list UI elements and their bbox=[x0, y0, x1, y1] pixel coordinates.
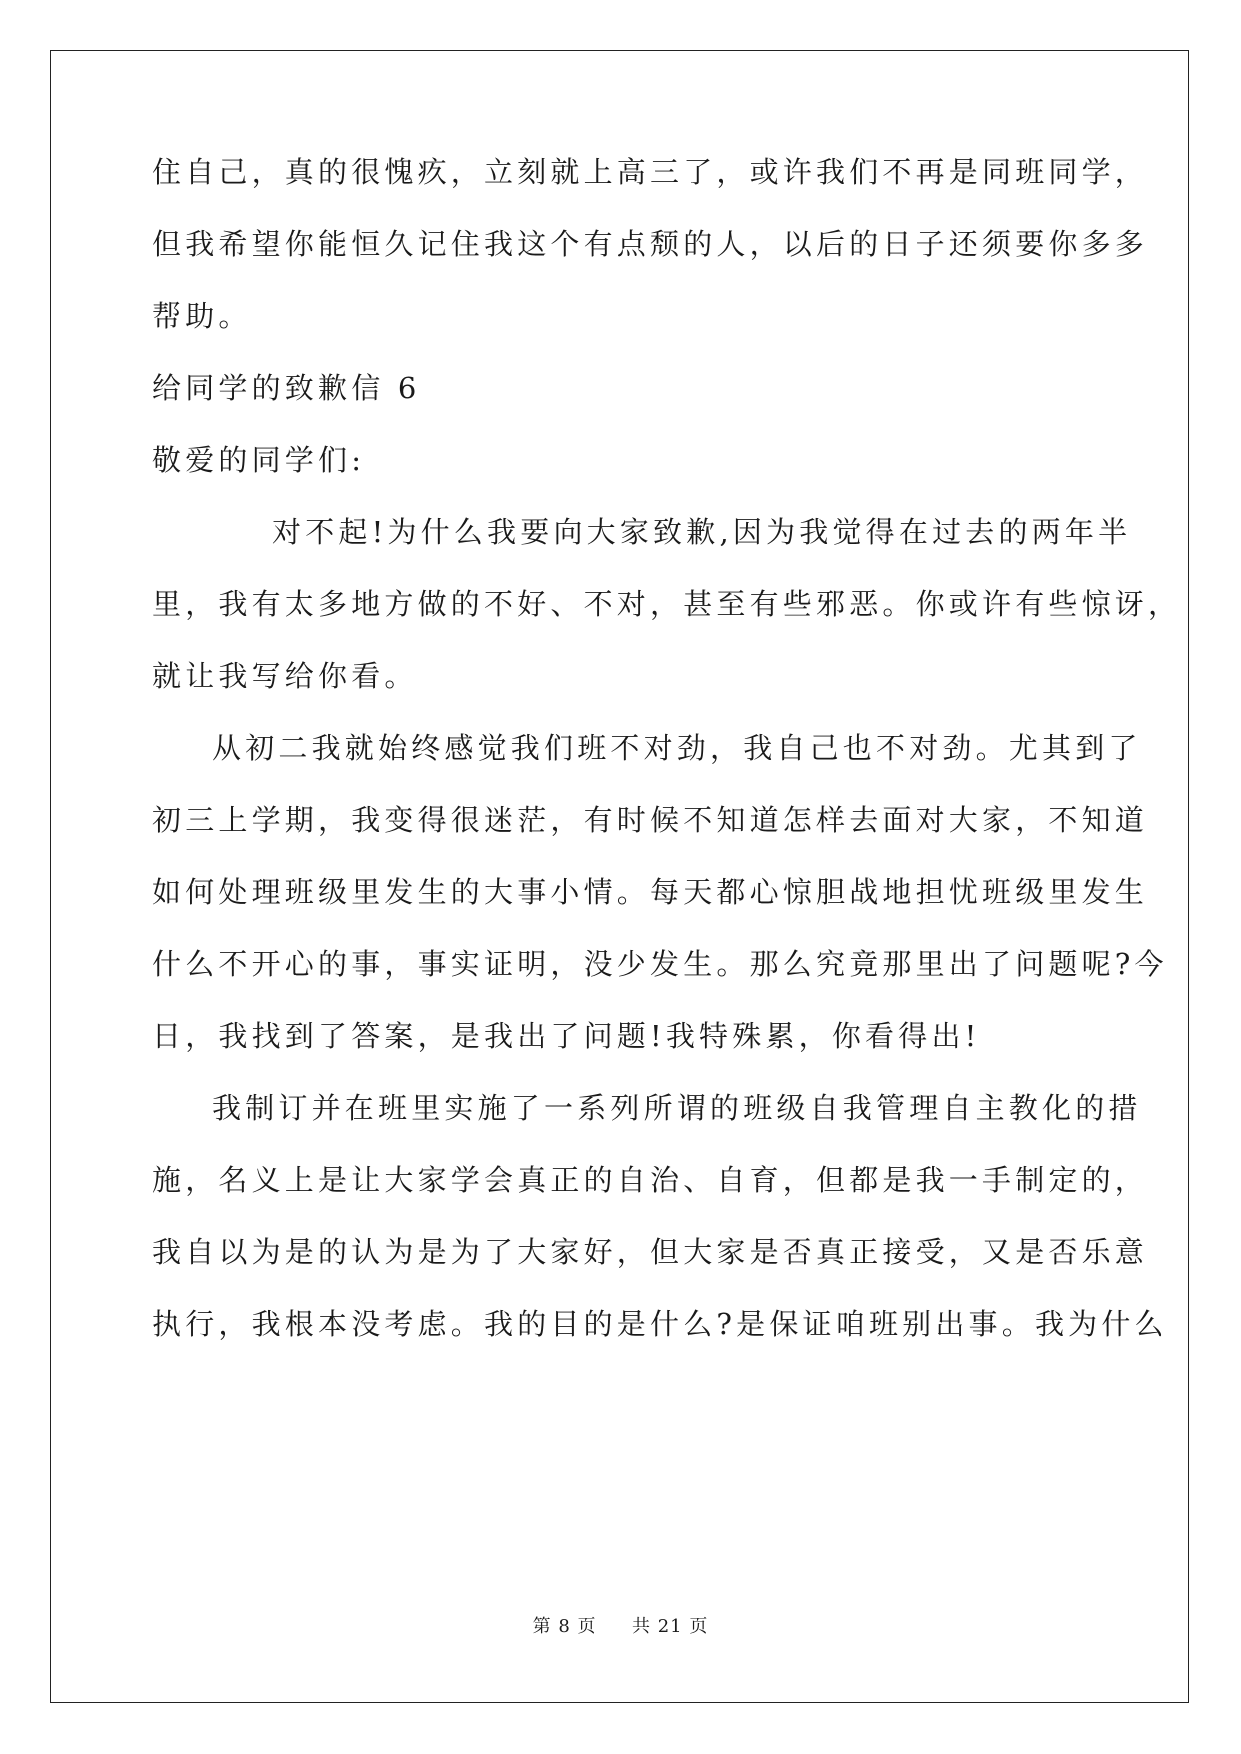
text-line: 如何处理班级里发生的大事小情。每天都心惊胆战地担忧班级里发生 bbox=[152, 875, 1149, 909]
text-line: 执行，我根本没考虑。我的目的是什么?是保证咱班别出事。我为什么 bbox=[152, 1307, 1168, 1341]
text-line: 但我希望你能恒久记住我这个有点颓的人，以后的日子还须要你多多 bbox=[152, 227, 1149, 261]
text-line: 我制订并在班里实施了一系列所谓的班级自我管理自主教化的措 bbox=[212, 1091, 1142, 1125]
text-line: 里，我有太多地方做的不好、不对，甚至有些邪恶。你或许有些惊讶， bbox=[152, 587, 1182, 621]
text-line: 我自以为是的认为是为了大家好，但大家是否真正接受，又是否乐意 bbox=[152, 1235, 1149, 1269]
text-line: 什么不开心的事，事实证明，没少发生。那么究竟那里出了问题呢?今 bbox=[152, 947, 1168, 981]
page-number: 第 8 页 bbox=[532, 1616, 597, 1637]
section-heading: 给同学的致歉信 6 bbox=[152, 371, 421, 405]
text-line: 住自己，真的很愧疚，立刻就上高三了，或许我们不再是同班同学， bbox=[152, 155, 1149, 189]
text-line: 从初二我就始终感觉我们班不对劲，我自己也不对劲。尤其到了 bbox=[212, 731, 1142, 765]
text-line: 施，名义上是让大家学会真正的自治、自育，但都是我一手制定的， bbox=[152, 1163, 1149, 1197]
text-line: 初三上学期，我变得很迷茫，有时候不知道怎样去面对大家，不知道 bbox=[152, 803, 1149, 837]
text-line: 帮助。 bbox=[152, 299, 252, 333]
text-line: 对不起!为什么我要向大家致歉,因为我觉得在过去的两年半 bbox=[272, 515, 1132, 549]
text-line: 就让我写给你看。 bbox=[152, 659, 418, 693]
salutation: 敬爱的同学们: bbox=[152, 443, 366, 477]
page-total: 共 21 页 bbox=[632, 1616, 709, 1637]
page-footer bbox=[0, 1612, 1241, 1638]
text-line: 日，我找到了答案，是我出了问题!我特殊累，你看得出! bbox=[152, 1019, 981, 1053]
